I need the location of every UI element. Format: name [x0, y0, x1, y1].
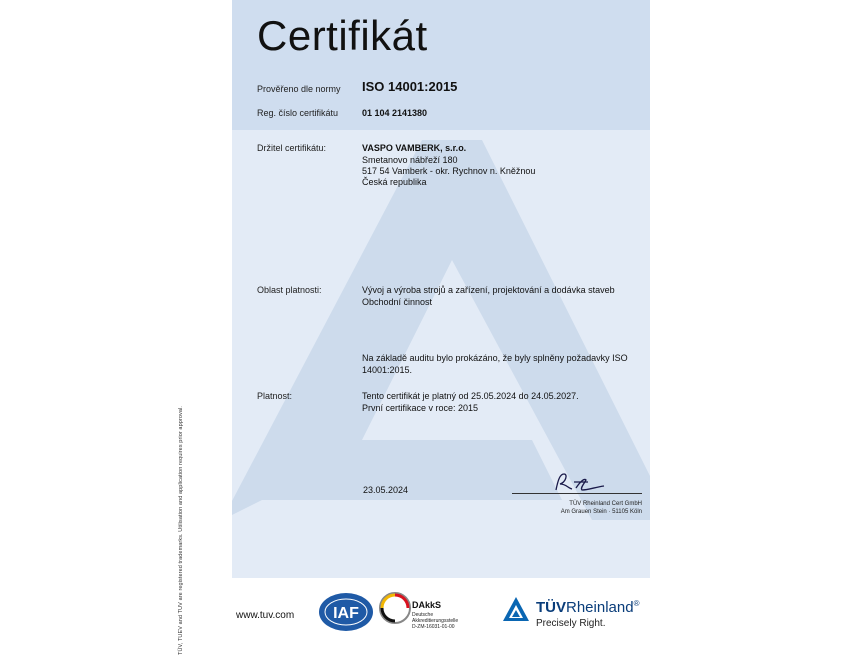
- tuv-brand-name: [536, 599, 639, 616]
- dakks-subtitle-line: Akkreditierungsstelle: [412, 618, 459, 624]
- holder-address-line: 517 54 Vamberk - okr. Rychnov n. Kněžnou: [362, 166, 536, 176]
- issuer-address: [512, 500, 642, 516]
- holder-address-line: Smetanovo nábřeží 180: [362, 155, 458, 165]
- dakks-subtitle-line: D-ZM-16031-01-00: [412, 624, 455, 630]
- holder-label: Držitel certifikátu:: [257, 143, 327, 153]
- holder-name: VASPO VAMBERK, s.r.o.: [362, 143, 467, 153]
- validity-line: Tento certifikát je platný od 25.05.2024 do 24.05.2027.: [362, 391, 579, 401]
- certificate-title: Certifikát: [257, 12, 428, 59]
- tuv-brand-rest: Rheinland: [566, 599, 634, 616]
- audit-statement-line: 14001:2015.: [362, 365, 413, 375]
- tuv-triangle-icon: [502, 596, 530, 622]
- dakks-name: DAkkS: [412, 600, 442, 610]
- dakks-logo: [378, 591, 412, 625]
- norm-label: Prověřeno dle normy: [257, 84, 341, 94]
- certificate-sheet: [232, 0, 650, 578]
- scope-line: Vývoj a výroba strojů a zařízení, projektování a dodávka staveb: [362, 285, 615, 295]
- website-link[interactable]: www.tuv.com: [236, 610, 295, 621]
- issue-date: 23.05.2024: [363, 485, 409, 495]
- validity-label: Platnost:: [257, 391, 293, 401]
- trademark-side-note: TÜV, TUEV and TUV are registered trademarks. Utilisation and application requires prior approval.: [178, 406, 184, 655]
- issuer-line: Am Grauen Stein · 51105 Köln: [560, 509, 642, 515]
- issuer-line: TÜV Rheinland Cert GmbH: [569, 501, 642, 507]
- tuv-brand-bold: TÜV: [536, 599, 566, 616]
- registered-mark: ®: [633, 599, 640, 608]
- signature: [550, 470, 610, 494]
- reg-number-label: Reg. číslo certifikátu: [257, 108, 339, 118]
- audit-statement-line: Na základě auditu bylo prokázáno, že byly splněny požadavky ISO: [362, 353, 628, 363]
- validity-line: První certifikace v roce: 2015: [362, 403, 479, 413]
- dakks-subtitle: [412, 612, 458, 630]
- scope-label: Oblast platnosti:: [257, 285, 322, 295]
- iaf-logo: [318, 592, 374, 632]
- dakks-subtitle-line: Deutsche: [412, 612, 434, 618]
- signature-line: [512, 493, 642, 494]
- holder-address-line: Česká republika: [362, 177, 427, 187]
- tuv-slogan: Precisely Right.: [536, 618, 606, 629]
- scope-line: Obchodní činnost: [362, 297, 433, 307]
- norm-value: ISO 14001:2015: [362, 79, 458, 94]
- iaf-logo-text: IAF: [333, 605, 359, 622]
- reg-number-value: 01 104 2141380: [362, 108, 428, 118]
